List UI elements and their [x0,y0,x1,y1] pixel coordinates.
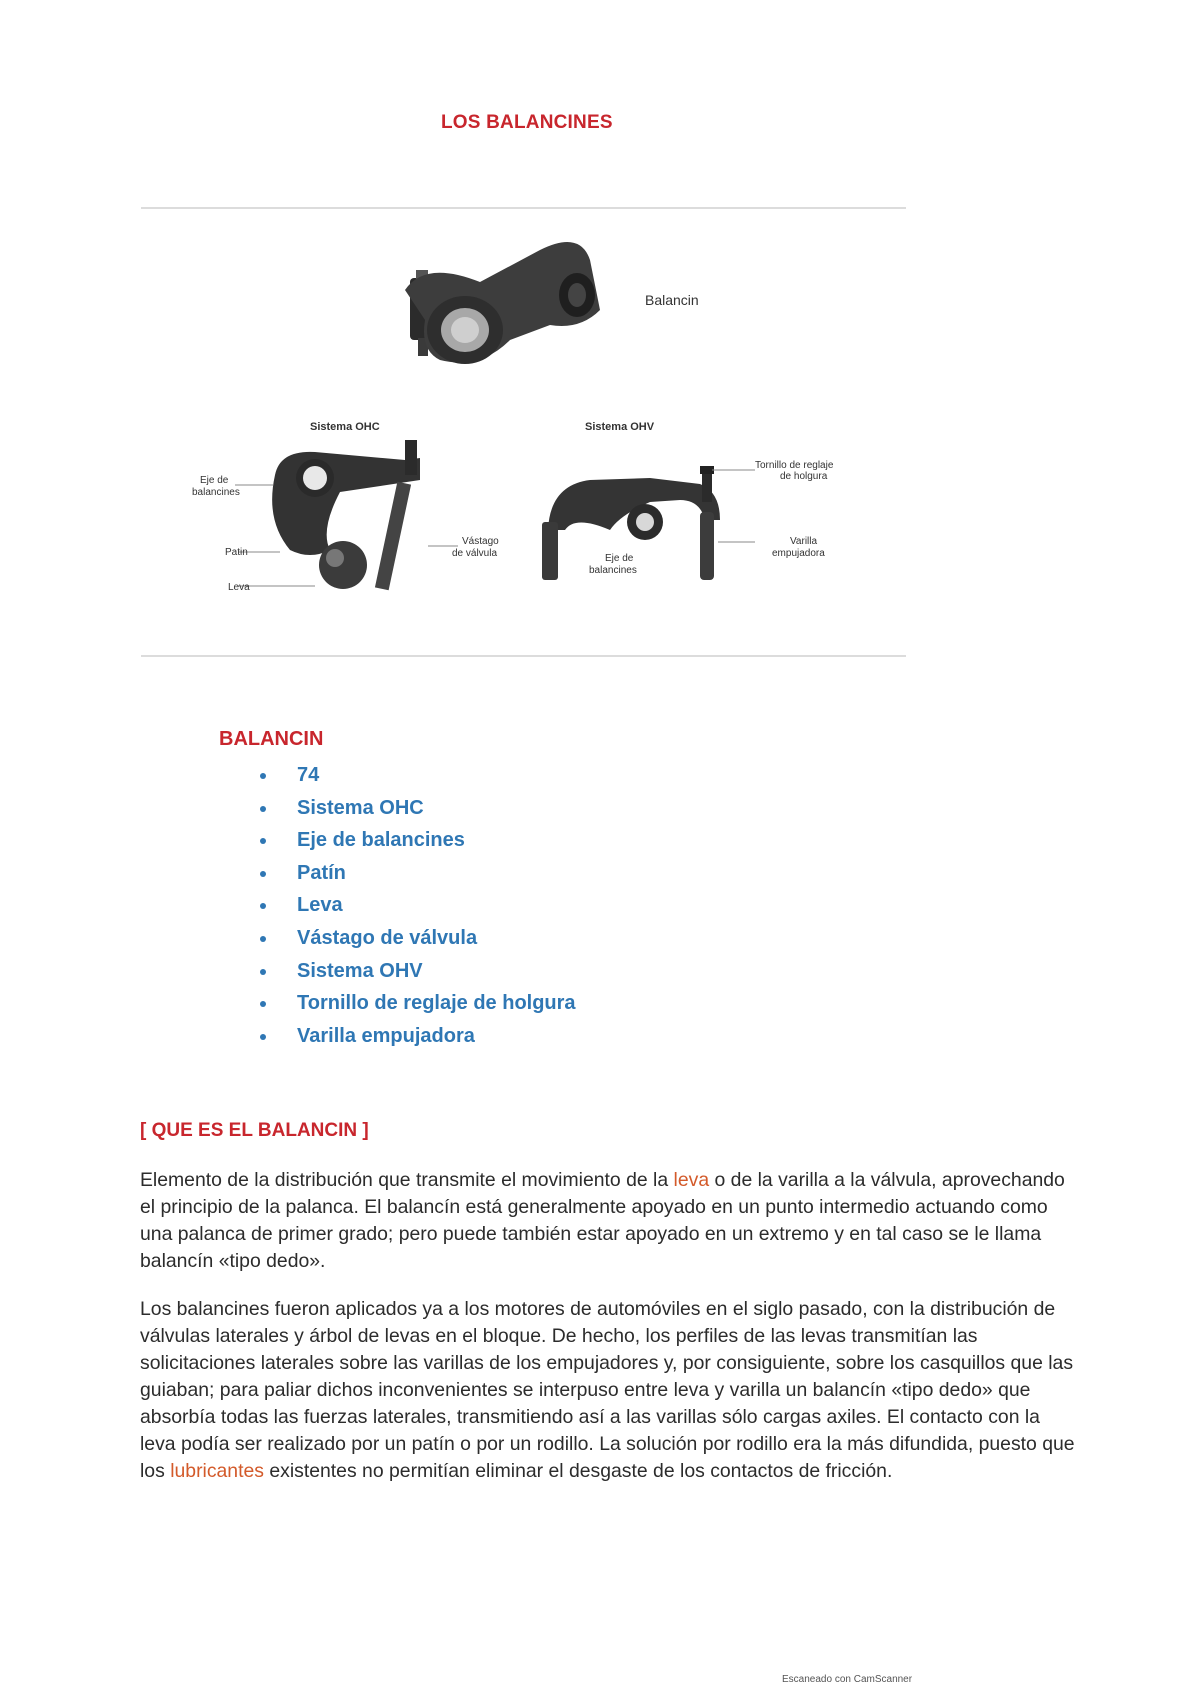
list-item[interactable] [258,759,576,792]
list-item-label: Tornillo de reglaje de holgura [297,992,576,1015]
top-divider [141,207,906,209]
balancin-list [258,759,576,1052]
balancin-heading: BALANCIN [219,728,324,750]
paragraph-text: o de la varilla a la válvula, aprovechando el principio de la palanca. El balancín está generalmente apoyado en un punto intermedio actuando como una palanca de primer grado; pero puede también estar apoyado en un extremo y en tal caso se le llama balancín «tipo dedo». [140,1169,1065,1272]
label-sistema-ohc: Sistema OHC [310,421,380,433]
paragraph-history [140,1296,1080,1485]
lubricantes-link[interactable]: lubricantes [170,1460,264,1482]
rocker-arm-figure [180,230,880,640]
paragraph-definition [140,1167,1080,1275]
label-eje-ohv-1: Eje de [605,553,634,564]
label-sistema-ohv: Sistema OHV [585,421,655,433]
list-item-label: Leva [297,894,343,917]
list-item[interactable] [258,922,576,955]
list-item-label: Eje de balancines [297,829,465,852]
que-es-heading: [ QUE ES EL BALANCIN ] [140,1120,369,1141]
list-item[interactable] [258,792,576,825]
paragraph-text: Los balancines fueron aplicados ya a los motores de automóviles en el siglo pasado, con la distribución de válvulas laterales y árbol de levas en el bloque. De hecho, los perfiles de las levas transmitían las solicitaciones laterales sobre las varillas de los empujadores y, por consiguiente, sobre los casquillos que las guiaban; para paliar dichos inconvenientes se interpuso entre leva y varilla un balancín «tipo dedo» que absorbía todas las fuerzas laterales, transmitiendo así a las varillas sólo cargas axiles. El contacto con la leva podía ser realizado por un patín o por un rodillo. La solución por rodillo era la más difundida, puesto que los [140,1298,1075,1482]
label-varilla-2: empujadora [772,548,825,559]
label-eje-ohv-2: balancines [589,565,637,576]
label-leva: Leva [228,582,250,593]
list-item[interactable] [258,987,576,1020]
bullet-icon [260,871,266,877]
label-eje-balancines-1: Eje de [200,475,229,486]
list-item[interactable] [258,955,576,988]
label-tornillo-1: Tornillo de reglaje [755,460,834,471]
label-eje-balancines-2: balancines [192,487,240,498]
list-item[interactable] [258,1020,576,1053]
list-item-label: Varilla empujadora [297,1024,475,1047]
ohc-rocker-illustration [272,440,420,590]
bullet-icon [260,969,266,975]
label-balancin: Balancin [645,292,699,308]
list-item-label: Sistema OHV [297,959,423,982]
list-item-label: Vástago de válvula [297,926,478,949]
bullet-icon [260,806,266,812]
paragraph-text: existentes no permitían eliminar el desgaste de los contactos de fricción. [263,1460,893,1482]
list-item[interactable] [258,824,576,857]
list-item-label: Patín [297,861,346,884]
leva-link[interactable]: leva [673,1169,710,1191]
label-patin: Patin [225,547,248,558]
list-item[interactable] [258,889,576,922]
paragraph-text: Elemento de la distribución que transmite el movimiento de la [140,1169,674,1191]
label-varilla-1: Varilla [790,536,818,547]
scanner-watermark: Escaneado con CamScanner [782,1674,913,1685]
bottom-divider [141,655,906,657]
list-item[interactable] [258,857,576,890]
bullet-icon [260,936,266,942]
bullet-icon [260,1001,266,1007]
label-vastago-1: Vástago [462,536,499,547]
label-tornillo-2: de holgura [780,471,828,482]
bullet-icon [260,773,266,779]
rocker-arm-illustration [405,242,600,364]
bullet-icon [260,1034,266,1040]
bullet-icon [260,903,266,909]
page-title: LOS BALANCINES [441,112,613,133]
list-item-label: Sistema OHC [297,796,424,819]
list-item-label: 74 [297,764,320,786]
bullet-icon [260,838,266,844]
label-vastago-2: de válvula [452,548,498,559]
